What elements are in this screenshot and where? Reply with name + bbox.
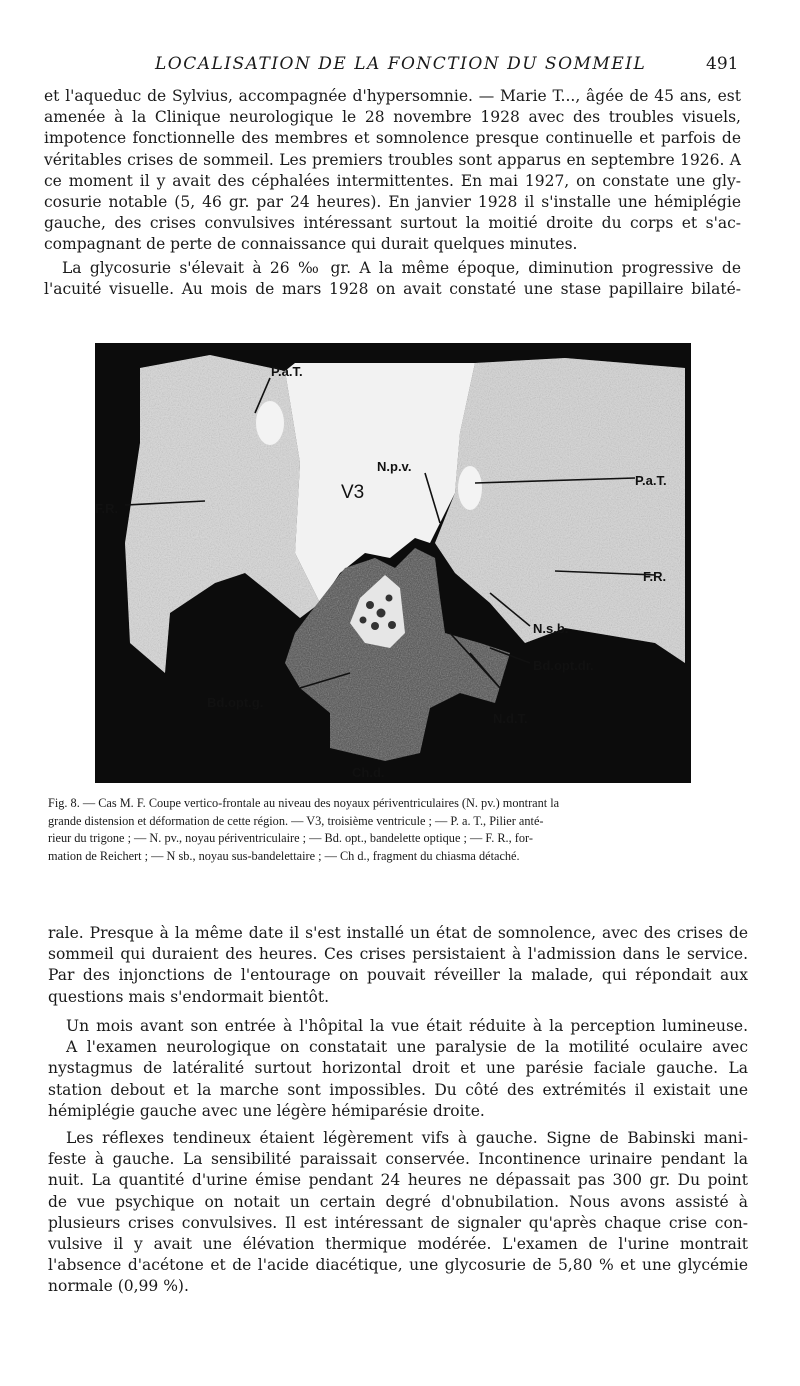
- label-ndt: N.d.T.: [493, 711, 528, 726]
- label-pat-left: P.a.T.: [271, 364, 303, 379]
- text-line: station debout et la marche sont impossibles. Du côté des extrémités il existait une: [48, 1080, 748, 1099]
- text-line: nuit. La quantité d'urine émise pendant 24 heures ne dépassait pas 300 gr. Du point: [48, 1171, 748, 1190]
- text-line: questions mais s'endormait bientôt.: [48, 987, 330, 1006]
- label-bd-opt-g: Bd.opt.g.: [207, 695, 264, 710]
- text-line: A l'examen neurologique on constatait une paralysie de la motilité oculaire avec: [66, 1038, 748, 1057]
- text-line: La glycosurie s'élevait à 26 ‰ gr. A la même époque, diminution progressive de: [62, 259, 741, 277]
- text-line: amenée à la Clinique neurologique le 28 novembre 1928 avec des troubles visuels,: [44, 108, 741, 127]
- running-title: LOCALISATION DE LA FONCTION DU SOMMEIL: [155, 54, 647, 74]
- text-line: vulsive il y avait une élévation thermique modérée. L'examen de l'urine montrait: [48, 1235, 748, 1254]
- text-line: Les réflexes tendineux étaient légèrement vifs à gauche. Signe de Babinski mani-: [66, 1129, 748, 1147]
- caption-line: Fig. 8. — Cas M. F. Coupe vertico-frontale au niveau des noyaux périventriculaires (N. pv.) montrant la: [48, 796, 560, 810]
- page-header: [0, 54, 800, 80]
- text-line: Par des injonctions de l'entourage on pouvait réveiller la malade, qui répondait aux: [48, 966, 748, 985]
- label-chd: Ch.d.: [352, 765, 385, 780]
- text-line: nystagmus de latéralité surtout horizontal droit et une parésie faciale gauche. La: [48, 1059, 748, 1078]
- brain-section-figure: [95, 343, 691, 783]
- text-line: impotence fonctionnelle des membres et somnolence presque continuelle et parfois de: [44, 129, 741, 148]
- paragraph-reflexes: [48, 1128, 748, 1298]
- text-line: Un mois avant son entrée à l'hôpital la vue était réduite à la perception lumineuse.: [66, 1017, 748, 1035]
- caption-line: grande distension et déformation de cette région. — V3, troisième ventricule ; — P. a. T., Pilier anté-: [48, 813, 544, 828]
- text-line: sommeil qui duraient des heures. Ces crises persistaient à l'admission dans le service.: [48, 945, 748, 964]
- text-line: normale (0,99 %).: [48, 1277, 189, 1296]
- label-nsb: N.s.b.: [533, 621, 569, 636]
- label-fr-right: F.R.: [643, 569, 667, 584]
- text-line: feste à gauche. La sensibilité paraissait conservée. Incontinence urinaire pendant la: [48, 1150, 748, 1169]
- text-line: de vue psychique on notait un certain degré d'obnubilation. Nous avons assisté à: [48, 1192, 748, 1211]
- text-line: gauche, des crises convulsives intéressant surtout la moitié droite du corps et s'ac-: [44, 214, 741, 233]
- text-line: véritables crises de sommeil. Les premiers troubles sont apparus en septembre 1926. A: [44, 150, 741, 169]
- text-line: ce moment il y avait des céphalées intermittentes. En mai 1927, on constate une gly-: [44, 171, 741, 190]
- text-line: plusieurs crises convulsives. Il est intéressant de signaler qu'après chaque crise con-: [48, 1213, 748, 1232]
- label-pat-right: P.a.T.: [635, 473, 667, 488]
- text-line: l'acuité visuelle. Au mois de mars 1928 on avait constaté une stase papillaire bilaté-: [44, 280, 741, 299]
- text-line: hémiplégie gauche avec une légère hémiparésie droite.: [48, 1101, 485, 1120]
- text-line: rale. Presque à la même date il s'est installé un état de somnolence, avec des crises de: [48, 924, 748, 942]
- paragraph-case-intro: [44, 86, 741, 256]
- paragraph-glycosuria: [44, 258, 741, 300]
- paragraph-somnolence: [48, 923, 748, 1008]
- caption-line: mation de Reichert ; — N sb., noyau sus-bandelettaire ; — Ch d., fragment du chiasma détaché.: [48, 848, 520, 863]
- page-number: 491: [706, 54, 739, 74]
- text-line: et l'aqueduc de Sylvius, accompagnée d'hypersomnie. — Marie T..., âgée de 45 ans, est: [44, 87, 741, 105]
- label-bd-opt-dr: Bd.opt.dr.: [533, 658, 594, 673]
- label-fr-left: F.R.: [95, 501, 119, 516]
- figure-caption: [48, 795, 753, 865]
- caption-line: rieur du trigone ; — N. pv., noyau périventriculaire ; — Bd. opt., bandelette optique ; — F. R., for-: [48, 831, 533, 845]
- label-v3: V3: [341, 482, 365, 503]
- label-npv: N.p.v.: [377, 459, 412, 474]
- text-line: cosurie notable (5, 46 gr. par 24 heures). En janvier 1928 il s'installe une hémiplégie: [44, 193, 741, 212]
- paragraph-neuro-exam: [48, 1016, 748, 1122]
- text-line: compagnant de perte de connaissance qui durait quelques minutes.: [44, 235, 578, 254]
- text-line: l'absence d'acétone et de l'acide diacétique, une glycosurie de 5,80 % et une glycémie: [48, 1256, 748, 1275]
